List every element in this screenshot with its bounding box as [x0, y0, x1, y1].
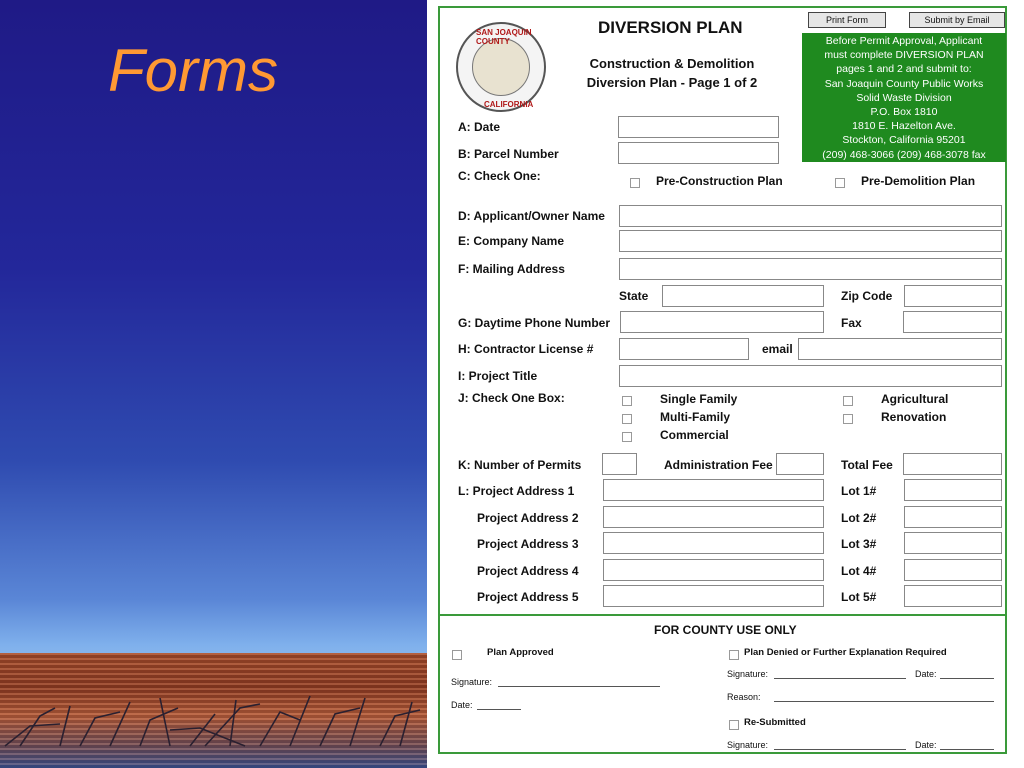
project-address-4-field[interactable] [603, 559, 824, 581]
project-address-2-field[interactable] [603, 506, 824, 528]
county-use-section [440, 614, 1005, 752]
single-family-label: Single Family [660, 392, 738, 406]
mailing-address-field[interactable] [619, 258, 1002, 280]
lot-1-field[interactable] [904, 479, 1002, 501]
plan-denied-label: Plan Denied or Further Explanation Required [744, 647, 947, 658]
instruction-line: Solid Waste Division [856, 91, 952, 104]
multi-family-label: Multi-Family [660, 410, 731, 424]
slide-title: Forms [108, 37, 278, 104]
project-title-label: I: Project Title [458, 369, 538, 383]
form-subtitle-line2: Diversion Plan - Page 1 of 2 [586, 75, 758, 90]
pre-construction-label: Pre-Construction Plan [656, 174, 783, 188]
approved-date-label: Date: [451, 700, 473, 710]
plan-denied-checkbox[interactable] [729, 650, 739, 660]
reason-line[interactable] [774, 701, 994, 702]
plan-approved-checkbox[interactable] [452, 650, 462, 660]
project-address-5-field[interactable] [603, 585, 824, 607]
lot-1-label: Lot 1# [841, 484, 877, 498]
commercial-label: Commercial [660, 428, 729, 442]
check-one-label: C: Check One: [458, 169, 541, 183]
reason-label: Reason: [727, 692, 761, 702]
instruction-line: Stockton, California 95201 [842, 134, 966, 147]
email-label: email [762, 342, 793, 356]
administration-fee-label: Administration Fee [664, 458, 773, 472]
instruction-line: San Joaquin County Public Works [824, 77, 984, 90]
seal-bottom-text: CALIFORNIA [484, 100, 534, 109]
renovation-checkbox[interactable] [843, 414, 853, 424]
daytime-phone-label: G: Daytime Phone Number [458, 316, 611, 330]
reeds-silhouette [0, 668, 427, 748]
lot-3-label: Lot 3# [841, 537, 877, 551]
instruction-line: Before Permit Approval, Applicant [825, 35, 983, 47]
multi-family-checkbox[interactable] [622, 414, 632, 424]
print-form-button[interactable]: Print Form [808, 12, 886, 28]
total-fee-label: Total Fee [841, 458, 893, 472]
fax-label: Fax [841, 316, 862, 330]
seal-top-text: SAN JOAQUIN COUNTY [476, 28, 532, 46]
plan-approved-label: Plan Approved [487, 647, 554, 658]
form-subtitle-line1: Construction & Demolition [589, 56, 755, 71]
number-of-permits-label: K: Number of Permits [458, 458, 582, 472]
instruction-line: 1810 E. Hazelton Ave. [852, 120, 956, 133]
denied-date-label: Date: [915, 669, 937, 679]
contractor-license-label: H: Contractor License # [458, 342, 594, 356]
denied-signature-line[interactable] [774, 678, 906, 679]
project-address-1-label: L: Project Address 1 [458, 484, 575, 498]
instruction-line: pages 1 and 2 and submit to: [836, 63, 972, 76]
parcel-number-label: B: Parcel Number [458, 147, 559, 161]
county-seal-icon [456, 22, 546, 112]
applicant-name-label: D: Applicant/Owner Name [458, 209, 605, 223]
resubmitted-signature-line[interactable] [774, 749, 906, 750]
date-label: A: Date [458, 120, 501, 134]
lot-5-field[interactable] [904, 585, 1002, 607]
submit-by-email-button[interactable]: Submit by Email [909, 12, 1005, 28]
approved-date-line[interactable] [477, 709, 521, 710]
renovation-label: Renovation [881, 410, 947, 424]
single-family-checkbox[interactable] [622, 396, 632, 406]
fax-field[interactable] [903, 311, 1002, 333]
total-fee-field[interactable] [903, 453, 1002, 475]
resubmitted-date-line[interactable] [940, 749, 994, 750]
pre-demolition-checkbox[interactable] [835, 178, 845, 188]
check-one-box-label: J: Check One Box: [458, 391, 565, 405]
applicant-name-field[interactable] [619, 205, 1002, 227]
denied-date-line[interactable] [940, 678, 994, 679]
company-name-field[interactable] [619, 230, 1002, 252]
approved-signature-line[interactable] [498, 686, 660, 687]
re-submitted-checkbox[interactable] [729, 720, 739, 730]
denied-signature-label: Signature: [727, 669, 769, 679]
daytime-phone-field[interactable] [620, 311, 824, 333]
project-address-3-field[interactable] [603, 532, 824, 554]
slide-background [0, 0, 427, 768]
approved-signature-label: Signature: [451, 677, 493, 687]
project-address-4-label: Project Address 4 [477, 564, 579, 578]
contractor-license-field[interactable] [619, 338, 749, 360]
email-field[interactable] [798, 338, 1002, 360]
form-subtitle [582, 54, 762, 92]
form-title: DIVERSION PLAN [598, 18, 743, 37]
instruction-line: (209) 468-3066 (209) 468-3078 fax [822, 148, 986, 161]
agricultural-label: Agricultural [881, 392, 949, 406]
state-field[interactable] [662, 285, 824, 307]
zip-code-field[interactable] [904, 285, 1002, 307]
project-address-5-label: Project Address 5 [477, 590, 579, 604]
resubmitted-signature-label: Signature: [727, 740, 769, 750]
lot-2-label: Lot 2# [841, 511, 877, 525]
lot-2-field[interactable] [904, 506, 1002, 528]
pre-demolition-label: Pre-Demolition Plan [861, 174, 976, 188]
mailing-address-label: F: Mailing Address [458, 262, 565, 276]
re-submitted-label: Re-Submitted [744, 717, 806, 728]
lot-5-label: Lot 5# [841, 590, 877, 604]
county-use-title: FOR COUNTY USE ONLY [654, 623, 797, 637]
zip-code-label: Zip Code [841, 289, 893, 303]
instruction-line: P.O. Box 1810 [870, 106, 938, 119]
lot-4-field[interactable] [904, 559, 1002, 581]
project-address-3-label: Project Address 3 [477, 537, 579, 551]
project-address-1-field[interactable] [603, 479, 824, 501]
instruction-line: must complete DIVERSION PLAN [824, 49, 984, 62]
diversion-plan-form [438, 6, 1007, 754]
state-label: State [619, 289, 649, 303]
instructions-box [802, 33, 1006, 162]
resubmitted-date-label: Date: [915, 740, 937, 750]
commercial-checkbox[interactable] [622, 432, 632, 442]
project-title-field[interactable] [619, 365, 1002, 387]
agricultural-checkbox[interactable] [843, 396, 853, 406]
company-name-label: E: Company Name [458, 234, 565, 248]
project-address-2-label: Project Address 2 [477, 511, 579, 525]
pre-construction-checkbox[interactable] [630, 178, 640, 188]
administration-fee-field[interactable] [776, 453, 824, 475]
date-field[interactable] [618, 116, 779, 138]
number-of-permits-field[interactable] [602, 453, 637, 475]
lot-4-label: Lot 4# [841, 564, 877, 578]
parcel-number-field[interactable] [618, 142, 779, 164]
lot-3-field[interactable] [904, 532, 1002, 554]
